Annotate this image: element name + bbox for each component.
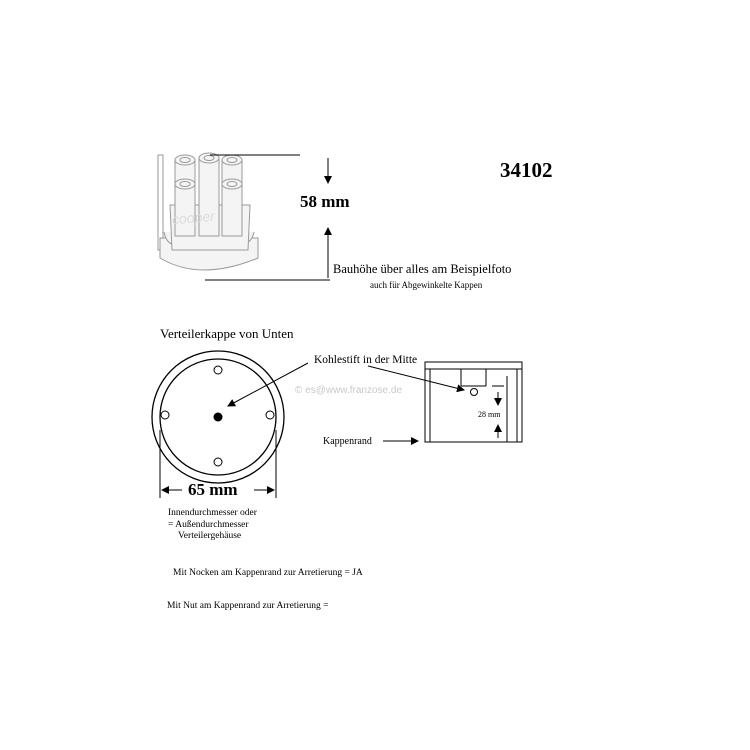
part-number: 34102 [500,158,553,182]
contact-bottom [214,458,222,466]
height-value: 58 mm [300,192,350,211]
bottom-view-title: Verteilerkappe von Unten [160,326,294,341]
rim-label: Kappenrand [323,436,372,447]
diameter-caption-line-1: Innendurchmesser oder [168,508,257,518]
cap-side-section [425,362,522,442]
cap-bottom-view [152,351,284,483]
center-pin-label: Kohlestift in der Mitte [314,354,418,366]
locking-cam-note: Mit Nocken am Kappenrand zur Arretierung = JA [173,568,363,578]
height-caption: Bauhöhe über alles am Beispielfoto [333,262,512,276]
contact-top [214,366,222,374]
watermark: © es@www.franzose.de [295,385,403,396]
height-subcaption: auch für Abgewinkelte Kappen [370,280,483,290]
diameter-caption-line-2: = Außendurchmesser [168,519,249,530]
cap-logo: cooper [171,207,216,228]
diameter-caption-line-3: Verteilergehäuse [178,531,242,541]
side-center-pin [471,389,478,396]
contact-left [161,411,169,419]
distributor-cap-photo [158,153,258,270]
diameter-caption [168,508,257,543]
diameter-value: 65 mm [188,480,238,499]
rim-height-label: 28 mm [478,410,501,419]
locking-groove-note: Mit Nut am Kappenrand zur Arretierung = [167,601,329,611]
center-carbon-pin [214,413,223,422]
contact-right [266,411,274,419]
